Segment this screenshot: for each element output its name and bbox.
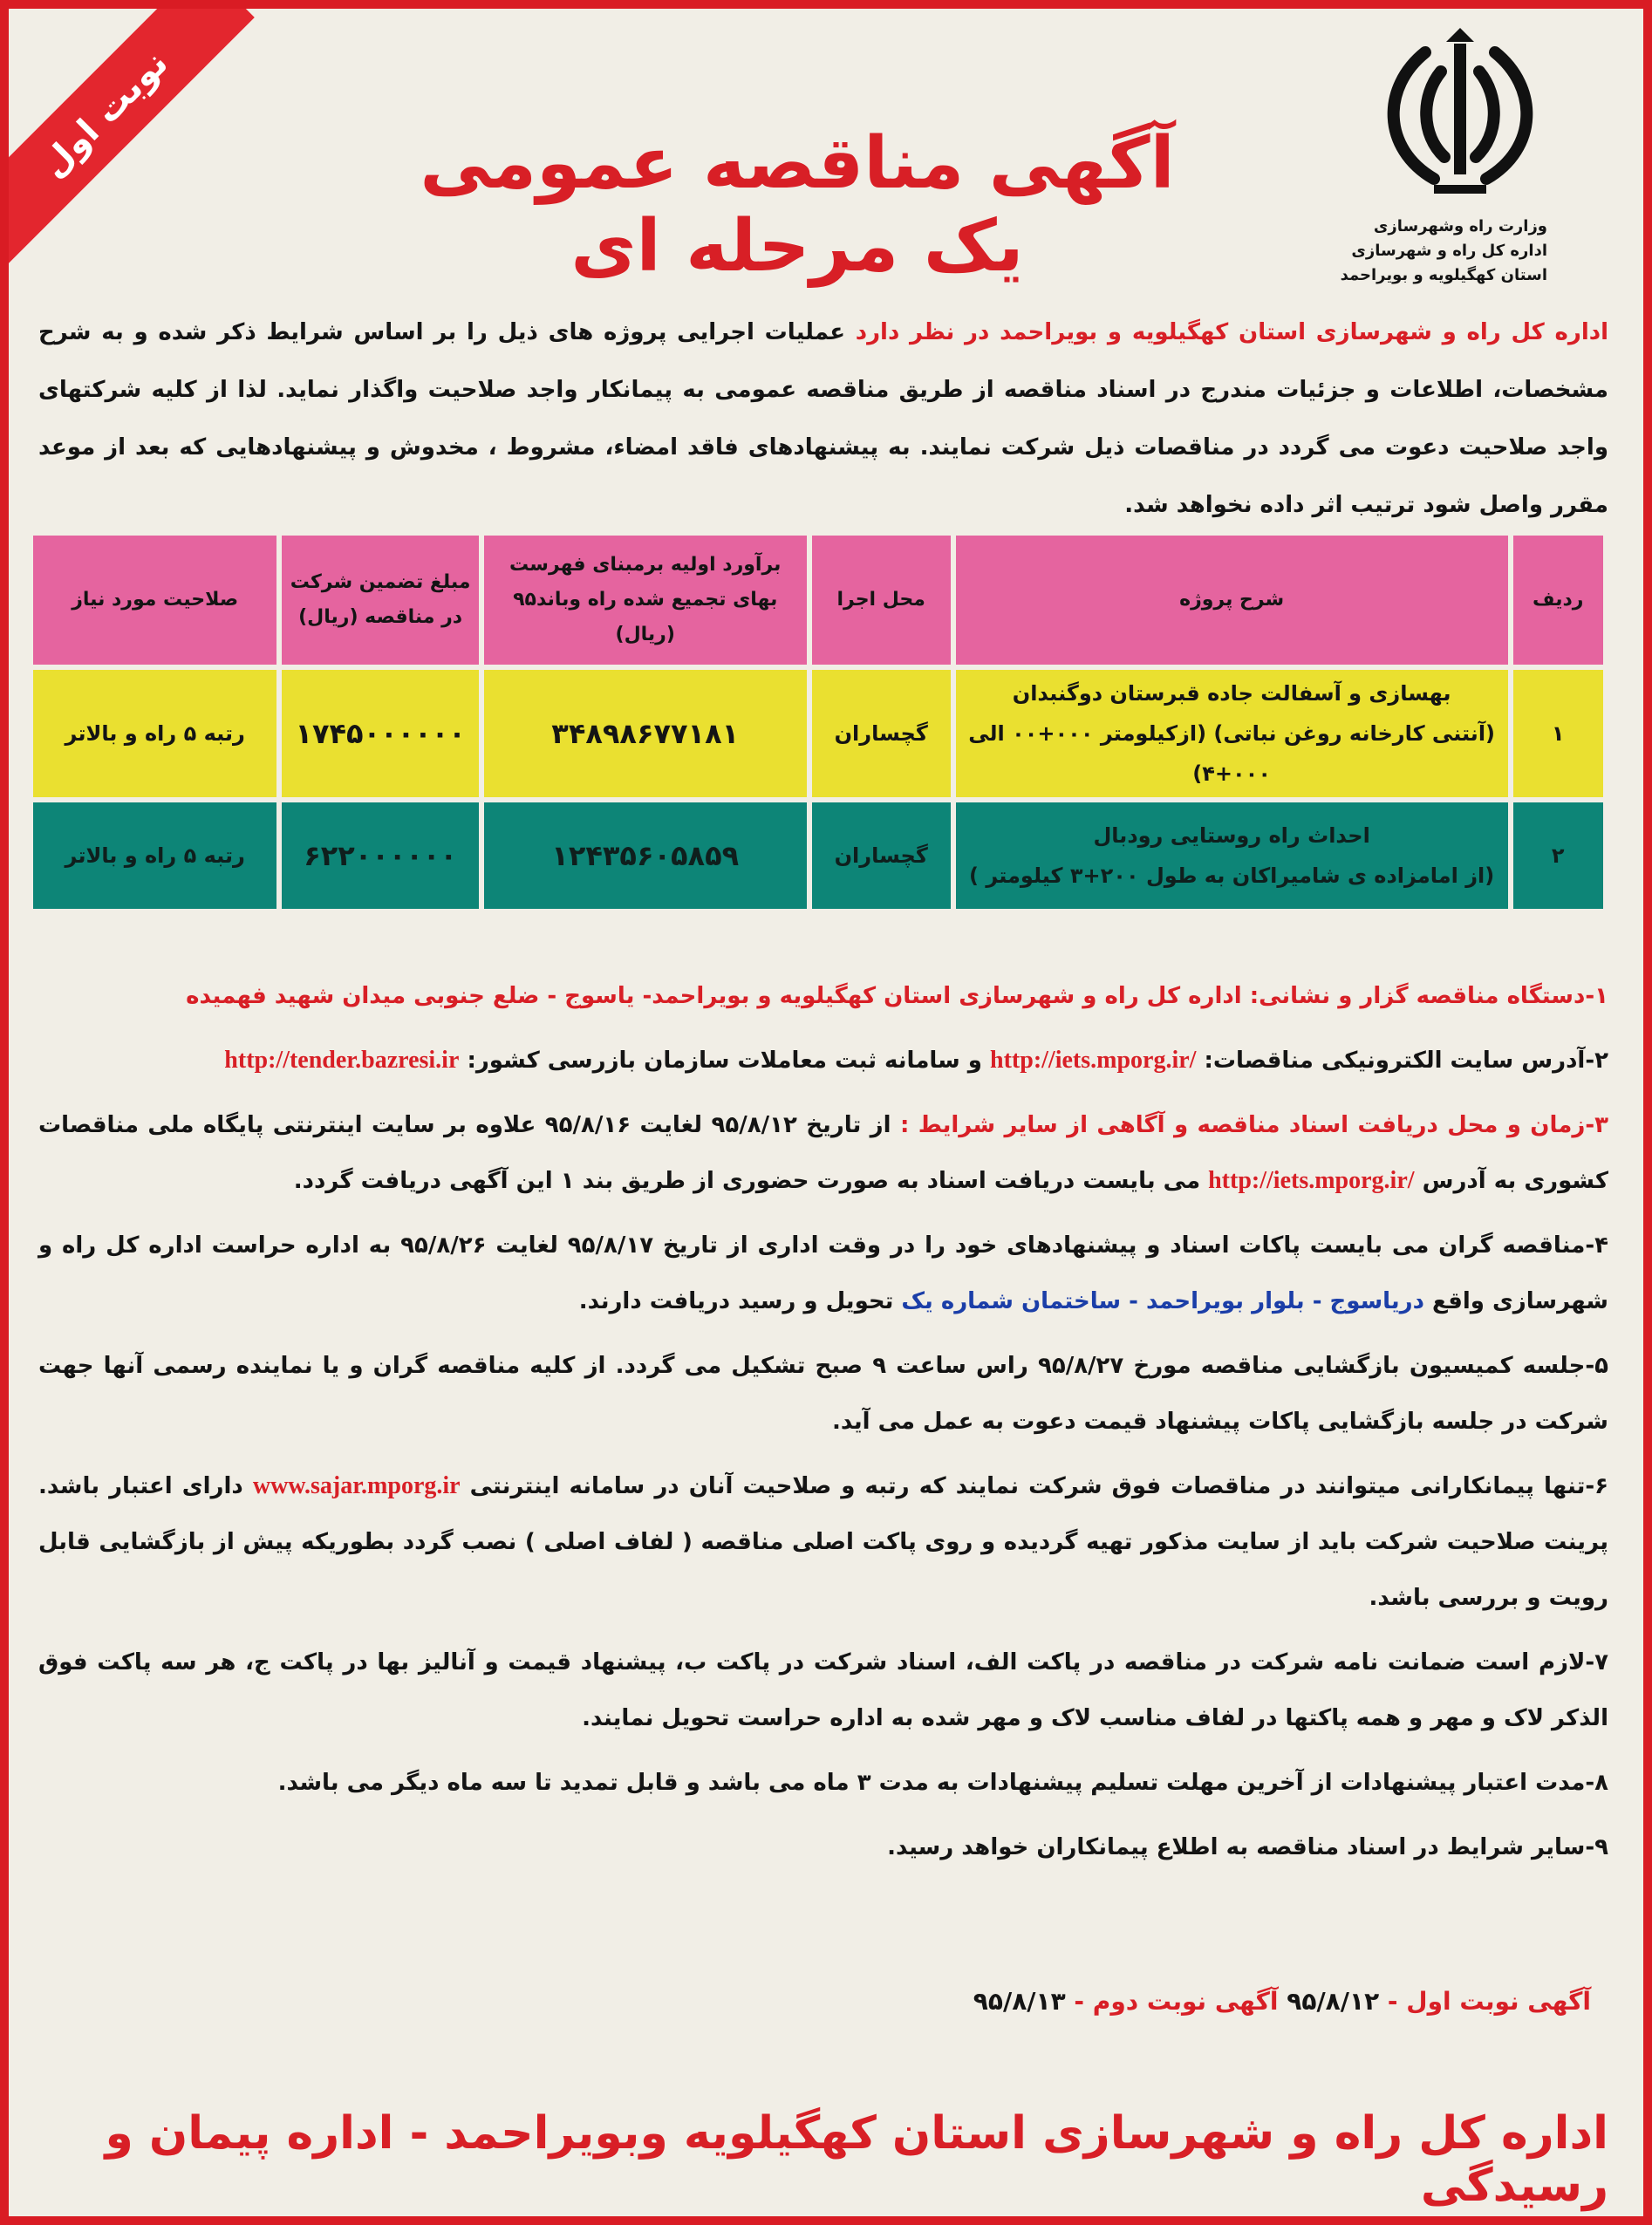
- condition-item-6: [38, 1458, 1608, 1626]
- project-qualification: رتبه ۵ راه و بالاتر: [33, 802, 276, 909]
- project-guarantee: ۱۷۴۵۰۰۰۰۰۰: [282, 670, 479, 797]
- second-notice-date: ۹۵/۸/۱۳: [973, 1987, 1066, 2016]
- condition-item-1: ۱-دستگاه مناقصه گزار و نشانی: اداره کل راه و شهرسازی استان کهگیلویه و بویراحمد- یاسوج - ضلع جنوبی میدان شهید فهمیده: [186, 983, 1608, 1009]
- publication-dates: [370, 1987, 1591, 2016]
- item-6-tail: دارای اعتبار باشد. پرینت صلاحیت شرکت باید از سایت مذکور تهیه گردیده و روی پاکت اصلی مناقصه ( لفاف اصلی ) نصب گردد بطوریکه پیش از بازگشایی قابل رویت و بررسی باشد.: [38, 1473, 1608, 1611]
- tender-bazresi-link[interactable]: http://tender.bazresi.ir: [224, 1047, 460, 1074]
- iets-link[interactable]: http://iets.mporg.ir/: [990, 1047, 1197, 1074]
- table-row: [33, 670, 1603, 797]
- iran-emblem-icon: [1373, 26, 1547, 201]
- item-3-label: ۳-زمان و محل دریافت اسناد مناقصه و آگاهی از سایر شرایط :: [891, 1112, 1608, 1138]
- description-line-1: احداث راه روستایی رودبال: [1093, 823, 1370, 848]
- item-2-middle: و سامانه ثبت معاملات سازمان بازرسی کشور:: [459, 1048, 991, 1074]
- condition-item-9: ۹-سایر شرایط در اسناد مناقصه به اطلاع پیمانکاران خواهد رسید.: [887, 1834, 1608, 1860]
- conditions-list: [38, 968, 1608, 1884]
- project-estimate: ۱۲۴۳۵۶۰۵۸۵۹: [484, 802, 807, 909]
- item-3-text: از تاریخ ۹۵/۸/۱۲ لغایت ۹۵/۸/۱۶ علاوه بر سایت اینترنتی پایگاه ملی مناقصات کشوری به آدرس: [38, 1112, 1608, 1194]
- ministry-caption: [1338, 215, 1547, 288]
- intro-text: عملیات اجرایی پروژه های ذیل را بر اساس شرایط ذکر شده و به شرح مشخصات، اطلاعات و جزئیات مندرج در اسناد مناقصه از طریق مناقصه عمومی به پیمانکار واجد صلاحیت واگذار نماید. لذا از کلیه شرکتهای واجد صلاحیت دعوت می گردد در مناقصات ذیل شرکت نمایند. به پیشنهادهای فاقد امضاء، مشروط ، مخدوش و پیشنهادهایی که بعد از موعد مقرر واصل شود ترتیب اثر داده نخواهد شد.: [38, 319, 1608, 518]
- description-line-2: (از امامزاده ی شامیراکان به طول ۲۰۰+۳ کیلومتر ): [969, 863, 1495, 888]
- notice-title: آگهی مناقصه عمومی یک مرحله ای: [420, 122, 1175, 288]
- condition-item-2: [38, 1033, 1608, 1089]
- footer-signature: اداره کل راه و شهرسازی استان کهگیلویه وبویراحمد - اداره پیمان و رسیدگی: [105, 2107, 1608, 2212]
- row-number: ۲: [1513, 802, 1604, 909]
- item-4-tail: تحویل و رسید دریافت دارند.: [578, 1288, 902, 1314]
- iets-link-2[interactable]: http://iets.mporg.ir/: [1208, 1167, 1415, 1194]
- projects-table: [28, 530, 1608, 914]
- item-6-text: ۶-تنها پیمانکارانی میتوانند در مناقصات فوق شرکت نمایند که رتبه و صلاحیت آنان در سامانه اینترنتی: [460, 1473, 1608, 1499]
- condition-item-3: [38, 1097, 1608, 1209]
- condition-item-7: ۷-لازم است ضمانت نامه شرکت در مناقصه در پاکت الف، اسناد شرکت در پاکت ب، پیشنهاد قیمت و آنالیز بها در پاکت ج، هر سه پاکت فوق الذکر لاک و مهر و همه پاکتها در لفاف مناسب لاک و مهر شده به اداره حراست تحویل نمایند.: [38, 1649, 1608, 1731]
- project-description: [956, 670, 1508, 797]
- condition-item-5: ۵-جلسه کمیسیون بازگشایی مناقصه مورخ ۹۵/۸/۲۷ راس ساعت ۹ صبح تشکیل می گردد. از کلیه مناقصه گران و یا نماینده رسمی آنها جهت شرکت در جلسه بازگشایی پاکات پیشنهاد قیمت دعوت به عمل می آید.: [38, 1353, 1608, 1435]
- ministry-line-2: اداره کل راه و شهرسازی: [1351, 242, 1547, 260]
- item-3-tail: می بایست دریافت اسناد به صورت حضوری از طریق بند ۱ این آگهی دریافت گردد.: [293, 1168, 1209, 1194]
- project-place: گچساران: [812, 802, 951, 909]
- item-2-label: ۲-آدرس سایت الکترونیکی مناقصات:: [1196, 1048, 1608, 1074]
- project-description: [956, 802, 1508, 909]
- row-number: ۱: [1513, 670, 1604, 797]
- second-notice-label: آگهی نوبت دوم -: [1065, 1987, 1287, 2016]
- project-qualification: رتبه ۵ راه و بالاتر: [33, 670, 276, 797]
- corner-ribbon: [9, 9, 270, 270]
- first-notice-date: ۹۵/۸/۱۲: [1287, 1987, 1380, 2016]
- description-line-2: (آنتنی کارخانه روغن نباتی) (ازکیلومتر ۰۰۰+۰۰ الی ۰۰۰+۴): [968, 721, 1496, 786]
- ribbon-label: نوبت اول: [9, 9, 255, 264]
- sajar-link[interactable]: www.sajar.mporg.ir: [252, 1472, 461, 1499]
- condition-item-4: [38, 1218, 1608, 1329]
- project-guarantee: ۶۲۲۰۰۰۰۰۰: [282, 802, 479, 909]
- header-estimate: برآورد اولیه برمبنای فهرست بهای تجمیع شده راه وباند۹۵ (ریال): [484, 536, 807, 665]
- header-guarantee: مبلغ تضمین شرکت در مناقصه (ریال): [282, 536, 479, 665]
- project-estimate: ۳۴۸۹۸۶۷۷۱۸۱: [484, 670, 807, 797]
- table-header-row: [33, 536, 1603, 665]
- intro-paragraph: [38, 304, 1608, 534]
- header-qualification: صلاحیت مورد نیاز: [33, 536, 276, 665]
- ministry-line-1: وزارت راه وشهرسازی: [1373, 217, 1547, 235]
- item-4-address: دریاسوج - بلوار بویراحمد - ساختمان شماره یک: [901, 1288, 1424, 1314]
- project-place: گچساران: [812, 670, 951, 797]
- description-line-1: بهسازی و آسفالت جاده قبرستان دوگنبدان: [1012, 681, 1451, 706]
- header-description: شرح پروژه: [956, 536, 1508, 665]
- ministry-line-3: استان کهگیلویه و بویراحمد: [1340, 266, 1547, 284]
- condition-item-8: ۸-مدت اعتبار پیشنهادات از آخرین مهلت تسلیم پیشنهادات به مدت ۳ ماه می باشد و قابل تمدید تا سه ماه دیگر می باشد.: [277, 1770, 1608, 1796]
- first-notice-label: آگهی نوبت اول -: [1379, 1987, 1591, 2016]
- intro-highlight: اداره کل راه و شهرسازی استان کهگیلویه و بویراحمد در نظر دارد: [855, 319, 1608, 345]
- header-place: محل اجرا: [812, 536, 951, 665]
- table-row: [33, 802, 1603, 909]
- header-row-number: ردیف: [1513, 536, 1604, 665]
- item-4-text: ۴-مناقصه گران می بایست پاکات اسناد و پیشنهادهای خود را در وقت اداری از تاریخ ۹۵/۸/۱۷ لغایت ۹۵/۸/۲۶ به اداره حراست اداره کل راه و شهرسازی واقع: [38, 1232, 1608, 1314]
